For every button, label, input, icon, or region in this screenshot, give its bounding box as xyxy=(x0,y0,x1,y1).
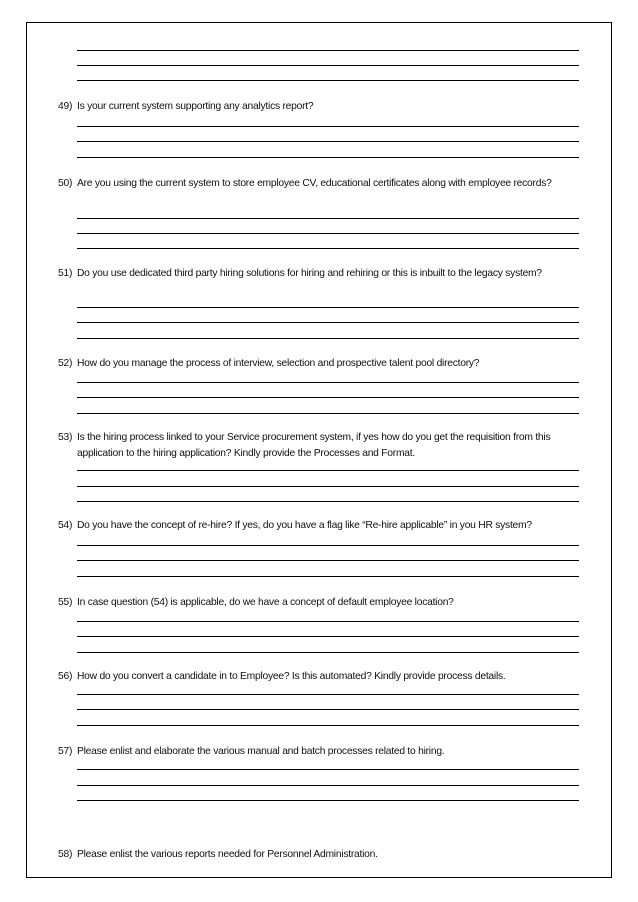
question-55 xyxy=(58,595,598,611)
question-number: 58) xyxy=(58,849,73,860)
answer-line xyxy=(77,769,579,770)
question-number: 57) xyxy=(58,746,73,757)
question-text: Is the hiring process linked to your Service procurement system, if yes how do you get the requisition from this application to the hiring application? Kindly provide the Processes and Format. xyxy=(77,432,551,459)
question-number: 56) xyxy=(58,671,73,682)
answer-line xyxy=(77,338,579,339)
question-57 xyxy=(58,744,598,760)
answer-line xyxy=(77,397,579,398)
question-number: 49) xyxy=(58,101,73,112)
answer-line xyxy=(77,307,579,308)
answer-line xyxy=(77,248,579,249)
answer-line xyxy=(77,80,579,81)
answer-line xyxy=(77,382,579,383)
question-text: Please enlist and elaborate the various manual and batch processes related to hiring. xyxy=(77,746,445,757)
answer-line xyxy=(77,652,579,653)
question-number: 53) xyxy=(58,432,73,443)
answer-line xyxy=(77,621,579,622)
answer-line xyxy=(77,322,579,323)
answer-line xyxy=(77,50,579,51)
answer-line xyxy=(77,560,579,561)
question-56 xyxy=(58,669,598,685)
answer-line xyxy=(77,576,579,577)
question-text: Are you using the current system to store employee CV, educational certificates along with employee records? xyxy=(77,178,552,189)
question-text: Please enlist the various reports needed for Personnel Administration. xyxy=(77,849,378,860)
answer-line xyxy=(77,470,579,471)
answer-line xyxy=(77,785,579,786)
question-50 xyxy=(58,176,598,192)
question-54 xyxy=(58,518,598,534)
answer-line xyxy=(77,486,579,487)
question-text: In case question (54) is applicable, do we have a concept of default employee location? xyxy=(77,597,454,608)
answer-line xyxy=(77,413,579,414)
answer-line xyxy=(77,636,579,637)
answer-line xyxy=(77,725,579,726)
question-49 xyxy=(58,99,598,115)
question-text: Do you have the concept of re-hire? If yes, do you have a flag like “Re-hire applicable” in you HR system? xyxy=(77,520,532,531)
answer-line xyxy=(77,694,579,695)
answer-line xyxy=(77,126,579,127)
question-text: How do you convert a candidate in to Employee? Is this automated? Kindly provide process details. xyxy=(77,671,506,682)
question-number: 54) xyxy=(58,520,73,531)
answer-line xyxy=(77,709,579,710)
question-52 xyxy=(58,356,598,372)
question-number: 55) xyxy=(58,597,73,608)
question-number: 51) xyxy=(58,268,73,279)
question-number: 50) xyxy=(58,178,73,189)
answer-line xyxy=(77,65,579,66)
question-number: 52) xyxy=(58,358,73,369)
answer-line xyxy=(77,545,579,546)
question-text: Do you use dedicated third party hiring solutions for hiring and rehiring or this is inbuilt to the legacy system? xyxy=(77,268,542,279)
answer-line xyxy=(77,800,579,801)
answer-line xyxy=(77,218,579,219)
question-53 xyxy=(58,430,598,461)
answer-line xyxy=(77,233,579,234)
answer-line xyxy=(77,141,579,142)
question-51 xyxy=(58,266,598,282)
answer-line xyxy=(77,501,579,502)
question-text: How do you manage the process of interview, selection and prospective talent pool directory? xyxy=(77,358,480,369)
answer-line xyxy=(77,157,579,158)
question-text: Is your current system supporting any analytics report? xyxy=(77,101,314,112)
question-58 xyxy=(58,847,598,863)
